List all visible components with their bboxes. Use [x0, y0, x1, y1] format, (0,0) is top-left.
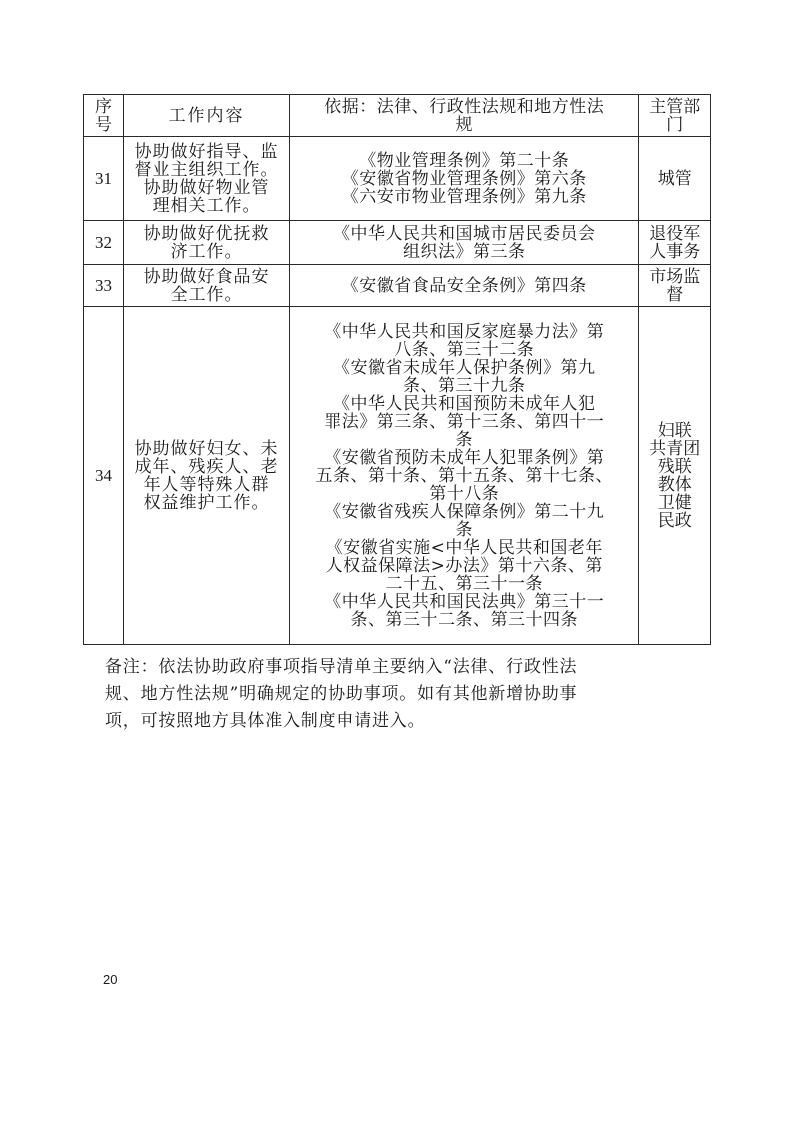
table-row [84, 221, 711, 265]
legal-basis-line: 《安徽省预防未成年人犯罪条例》第 [324, 447, 605, 468]
header-basis-line: 规 [455, 114, 474, 135]
legal-basis-line: 《物业管理条例》第二十条 [359, 150, 570, 171]
department-cell [639, 221, 711, 265]
page-number: 20 [103, 972, 118, 987]
row-number: 33 [84, 265, 124, 307]
header-no: 序号 [84, 95, 124, 137]
legal-basis-line: 《中华人民共和国民法典》第三十一 [324, 591, 605, 612]
legal-basis-line: 《六安市物业管理条例》第九条 [341, 186, 587, 207]
header-dept-line: 门 [666, 114, 684, 135]
work-content-line: 成年、残疾人、老 [134, 456, 279, 477]
work-content-line: 协助做好指导、监 [134, 141, 279, 162]
work-content-line: 督业主组织工作。 [134, 159, 279, 180]
assistance-items-table [83, 94, 711, 645]
legal-basis-line: 第十八条 [429, 483, 500, 504]
legal-basis-line: 《中华人民共和国预防未成年人犯 [333, 393, 596, 414]
table-row [84, 307, 711, 645]
row-number: 34 [84, 307, 124, 645]
work-content-cell [123, 221, 289, 265]
legal-basis-line: 八条、第三十二条 [394, 339, 535, 360]
legal-basis-line: 《中华人民共和国反家庭暴力法》第 [324, 321, 605, 342]
department-cell [639, 265, 711, 307]
legal-basis-line: 《安徽省物业管理条例》第六条 [341, 168, 587, 189]
department-line: 退役军 [649, 223, 701, 244]
work-content-line: 协助做好妇女、未 [134, 438, 279, 459]
legal-basis-line: 条、第三十二条、第三十四条 [350, 609, 579, 630]
legal-basis-line: 二十五、第三十一条 [385, 573, 544, 594]
department-line: 残联 [657, 456, 692, 477]
table-row [84, 265, 711, 307]
table-row [84, 137, 711, 221]
work-content-cell [123, 265, 289, 307]
legal-basis-cell [290, 307, 639, 645]
work-content-line: 济工作。 [170, 241, 243, 262]
work-content-line: 理相关工作。 [152, 195, 261, 216]
legal-basis-line: 组织法》第三条 [403, 241, 526, 262]
row-number: 31 [84, 137, 124, 221]
legal-basis-cell [290, 221, 639, 265]
legal-basis-line: 人权益保障法>办法》第十六条、第 [325, 555, 603, 576]
remarks-line: 规、地方性法规”明确规定的协助事项。如有其他新增协助事 [105, 684, 578, 704]
header-content: 工作内容 [123, 95, 289, 137]
work-content-line: 协助做好优抚救 [143, 223, 270, 244]
work-content-line: 全工作。 [170, 284, 243, 305]
header-basis [290, 95, 639, 137]
department-line: 民政 [657, 510, 692, 531]
department-line: 卫健 [657, 492, 692, 513]
legal-basis-line: 条、第三十九条 [403, 375, 526, 396]
header-basis-line: 依据：法律、行政性法规和地方性法 [324, 96, 605, 117]
department-line: 市场监 [649, 266, 701, 287]
remarks-line: 备注：依法协助政府事项指导清单主要纳入“法律、行政性法 [105, 657, 578, 677]
work-content-line: 协助做好物业管 [143, 177, 270, 198]
department-cell [639, 307, 711, 645]
legal-basis-line: 《安徽省残疾人保障条例》第二十九 [324, 501, 605, 522]
header-dept-line: 主管部 [649, 96, 701, 117]
department-line: 共青团 [649, 438, 701, 459]
legal-basis-cell [290, 265, 639, 307]
legal-basis-cell [290, 137, 639, 221]
remarks-line: 项，可按照地方具体准入制度申请进入。 [105, 711, 426, 731]
work-content-cell [123, 307, 289, 645]
legal-basis-line: 《安徽省未成年人保护条例》第九 [333, 357, 596, 378]
legal-basis-line: 条 [455, 429, 474, 450]
department-line: 人事务 [649, 241, 701, 262]
row-number: 32 [84, 221, 124, 265]
legal-basis-line: 《安徽省实施<中华人民共和国老年 [325, 537, 603, 558]
work-content-line: 权益维护工作。 [143, 492, 270, 513]
department-line: 妇联 [657, 420, 692, 441]
header-dept [639, 95, 711, 137]
work-content-line: 协助做好食品安 [143, 266, 270, 287]
department-line: 城管 [657, 168, 692, 189]
department-cell [639, 137, 711, 221]
department-line: 督 [666, 284, 684, 305]
legal-basis-line: 条 [455, 519, 474, 540]
department-line: 教体 [657, 474, 692, 495]
legal-basis-line: 《中华人民共和国城市居民委员会 [333, 223, 596, 244]
work-content-cell [123, 137, 289, 221]
legal-basis-line: 《安徽省食品安全条例》第四条 [341, 275, 587, 296]
legal-basis-line: 罪法》第三条、第十三条、第四十一 [324, 411, 605, 432]
remarks-note [105, 654, 713, 735]
table-header-row [84, 95, 711, 137]
work-content-line: 年人等特殊人群 [143, 474, 270, 495]
legal-basis-line: 五条、第十条、第十五条、第十七条、 [315, 465, 614, 486]
